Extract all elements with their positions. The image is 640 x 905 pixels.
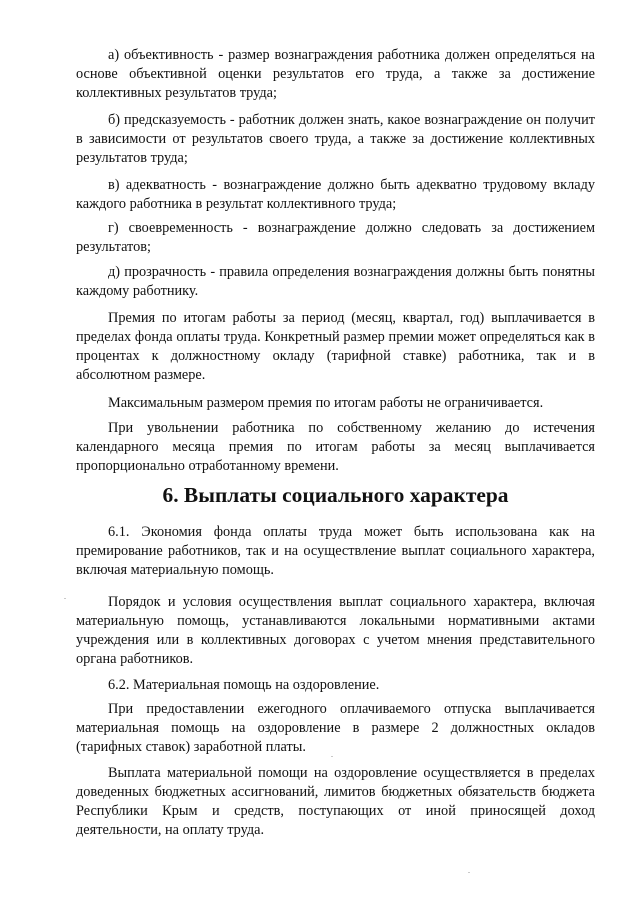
section-6-heading: 6. Выплаты социального характера [162, 483, 509, 507]
paragraph-principle-adequacy: в) адекватность - вознаграждение должно быть адекватно трудовому вкладу каждого работника в результат коллективного труда; [76, 177, 595, 212]
paragraph-vacation-aid: При предоставлении ежегодного оплачиваемого отпуска выплачивается материальная помощь на оздоровление в размере 2 должностных окладов (тарифных ставок) заработной платы. [76, 701, 595, 755]
paragraph-principle-transparency: д) прозрачность - правила определения вознаграждения должны быть понятны каждому работнику. [76, 264, 595, 299]
paragraph-6-1: 6.1. Экономия фонда оплаты труда может быть использована как на премирование работников, так и на осуществление выплат социального характера, включая материальную помощь. [76, 524, 595, 578]
paragraph-principle-predictability: б) предсказуемость - работник должен знать, какое вознаграждение он получит в зависимости от результатов своего труда, а также за достижение коллективных результатов труда; [76, 112, 595, 166]
paragraph-6-2: 6.2. Материальная помощь на оздоровление. [108, 677, 380, 693]
paragraph-bonus-maximum: Максимальным размером премия по итогам работы не ограничивается. [108, 395, 544, 411]
paragraph-period-bonus: Премия по итогам работы за период (месяц, квартал, год) выплачивается в пределах фонда оплаты труда. Конкретный размер премии может определяться как в процентах к должностному окладу (тарифной ставке) работника, так и в абсолютном размере. [76, 310, 595, 383]
paragraph-principle-objectivity: а) объективность - размер вознаграждения работника должен определяться на основе объективной оценки результатов его труда, а также за достижение коллективных результатов труда; [76, 47, 595, 101]
scan-speck [331, 756, 333, 757]
paragraph-aid-funding: Выплата материальной помощи на оздоровление осуществляется в пределах доведенных бюджетных ассигнований, лимитов бюджетных обязательств бюджета Республики Крым и средств, поступающих от иной приносящей доход деятельности, на оплату труда. [76, 765, 595, 838]
paragraph-principle-timeliness: г) своевременность - вознаграждение должно следовать за достижением результатов; [76, 220, 595, 255]
scan-speck [64, 598, 66, 599]
paragraph-bonus-on-dismissal: При увольнении работника по собственному желанию до истечения календарного месяца премия по итогам работы за месяц выплачивается пропорционально отработанному времени. [76, 420, 595, 474]
paragraph-social-payments-procedure: Порядок и условия осуществления выплат социального характера, включая материальную помощь, устанавливаются локальными нормативными актами учреждения или в коллективных договорах с учетом мнения представительного органа работников. [76, 594, 595, 667]
scan-speck [468, 872, 470, 873]
